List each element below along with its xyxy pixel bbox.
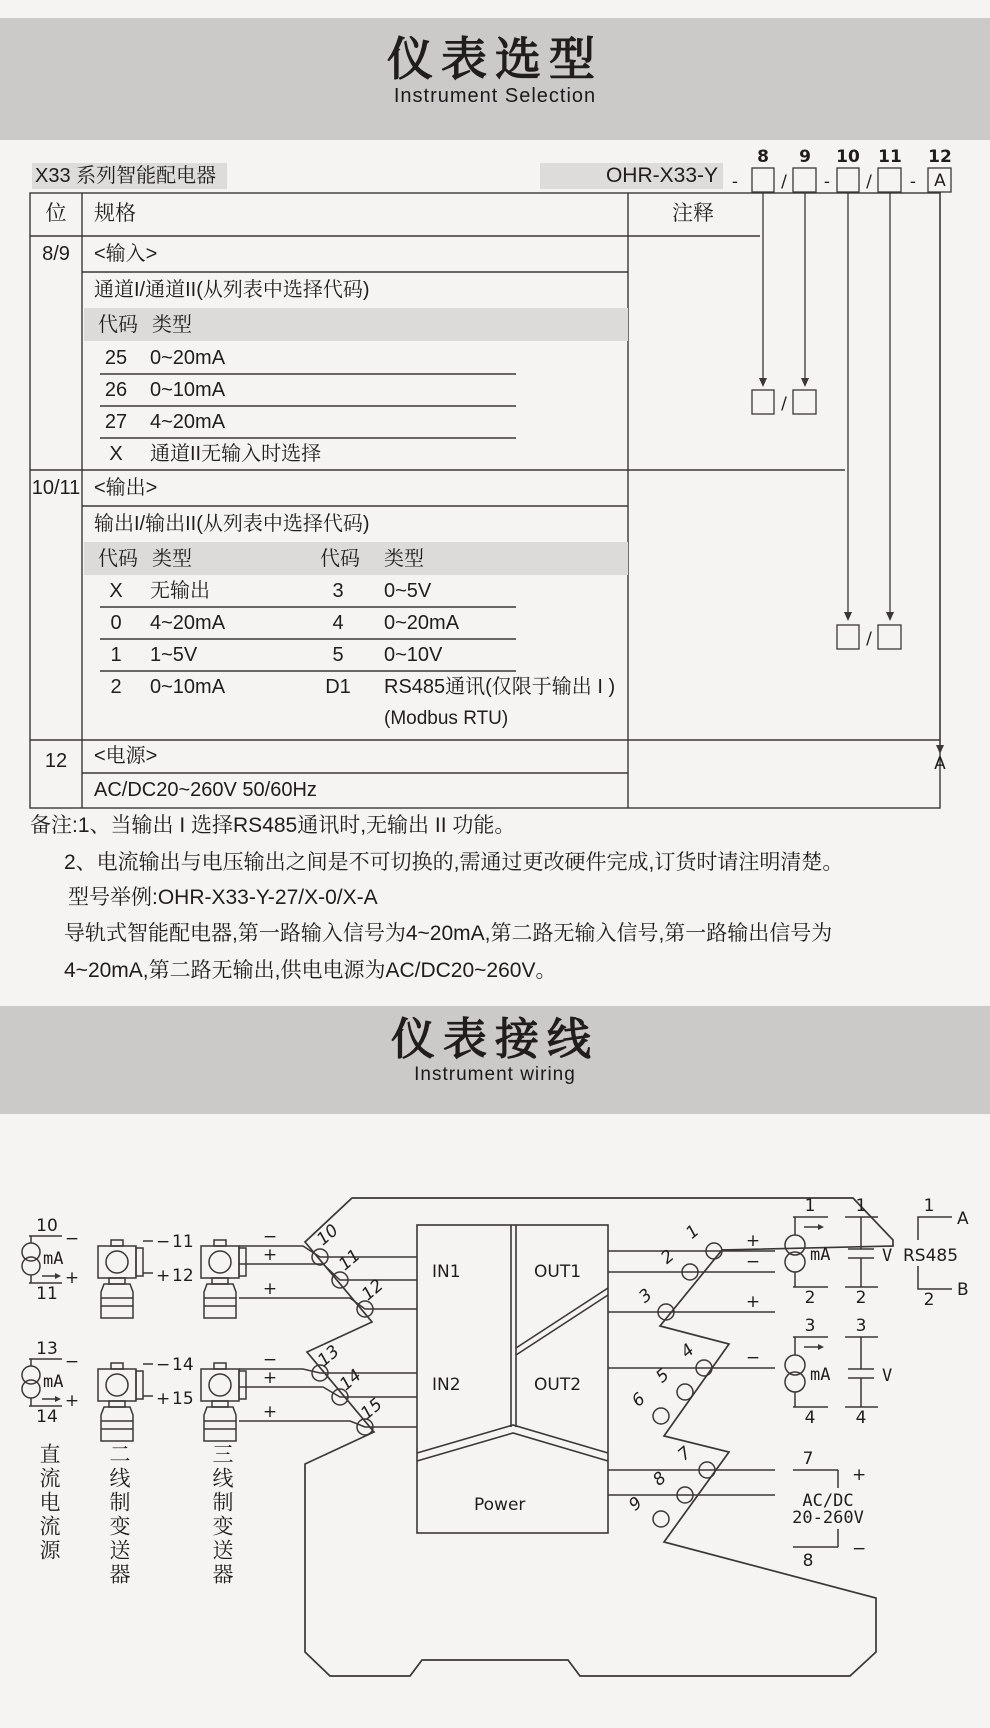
cs2-unit: mA bbox=[43, 1372, 64, 1392]
position-digit-10: 10 bbox=[836, 147, 860, 167]
current-arrow-icon bbox=[818, 1224, 824, 1230]
sign-w14: + bbox=[262, 1368, 278, 1388]
tw1-plus-terminal: 12 bbox=[172, 1266, 194, 1286]
terminal-8-label: 8 bbox=[649, 1468, 671, 1491]
wire-11 bbox=[239, 1264, 417, 1280]
terminal-6-label: 6 bbox=[628, 1389, 650, 1412]
terminal-13-label: 13 bbox=[314, 1341, 344, 1371]
slash-2: / bbox=[866, 172, 872, 192]
sign-w11: + bbox=[262, 1245, 278, 1265]
terminal-15-label: 15 bbox=[357, 1394, 387, 1424]
model-code-boxes bbox=[752, 168, 951, 745]
output-type-header-1: 类型 bbox=[152, 548, 192, 570]
input-row-type: 0~20mA bbox=[150, 347, 226, 369]
note-line-5: 4~20mA,第二路无输出,供电电源为AC/DC20~260V。 bbox=[64, 959, 557, 982]
tw2-plus-sign: + bbox=[156, 1389, 171, 1409]
input-row-type: 4~20mA bbox=[150, 411, 226, 433]
block-labels bbox=[432, 1262, 581, 1515]
cs2-minus: − bbox=[64, 1352, 80, 1372]
out2-ma-load bbox=[785, 1316, 830, 1428]
digit-box-9 bbox=[793, 168, 816, 192]
output-row-code1: X bbox=[109, 580, 123, 602]
output-title: <输出> bbox=[94, 477, 158, 499]
tw2-plus-terminal: 15 bbox=[172, 1389, 194, 1409]
dash-1: - bbox=[731, 172, 739, 192]
power-title: <电源> bbox=[94, 745, 158, 767]
input-row-code: 27 bbox=[104, 411, 128, 433]
output-code-box-1 bbox=[837, 625, 859, 649]
output-row-code2: 3 bbox=[332, 580, 344, 602]
cs2-top-terminal: 13 bbox=[36, 1339, 58, 1359]
arrow-heads bbox=[759, 378, 944, 754]
out1-ma-unit: mA bbox=[810, 1245, 831, 1265]
out1-v-bottom: 2 bbox=[855, 1288, 867, 1308]
rs485-bottom: 2 bbox=[923, 1290, 935, 1310]
power-chevron-b bbox=[417, 1433, 608, 1461]
output-code-box-2 bbox=[878, 625, 901, 649]
terminal-3-label: 3 bbox=[635, 1285, 657, 1308]
col-header-spec: 规格 bbox=[94, 202, 136, 225]
fixed-code-arrow-label: A bbox=[934, 754, 946, 774]
note-line-1: 备注:1、当输出 I 选择RS485通讯时,无输出 II 功能。 bbox=[30, 814, 516, 837]
rs485-top: 1 bbox=[923, 1196, 935, 1216]
model-prefix: OHR-X33-Y bbox=[540, 163, 723, 189]
wiring-title: 仪表接线 bbox=[391, 1015, 599, 1064]
cs1-top-terminal: 10 bbox=[36, 1216, 58, 1236]
wiring-banner bbox=[0, 1006, 990, 1114]
input-row-code: 26 bbox=[104, 379, 128, 401]
current-arrow-icon bbox=[818, 1344, 824, 1350]
tw2-minus-sign: − bbox=[156, 1355, 171, 1375]
terminal-11-label: 11 bbox=[335, 1245, 365, 1275]
output-row-type1: 4~20mA bbox=[150, 612, 226, 634]
arrowhead-9 bbox=[801, 378, 809, 387]
digit-box-11 bbox=[878, 168, 901, 192]
output-row-type2: RS485通讯(仅限于输出 I ) bbox=[384, 676, 616, 698]
current-arrow-icon bbox=[55, 1396, 61, 1402]
selection-subtitle: Instrument Selection bbox=[393, 84, 597, 107]
output-row-type2: 0~20mA bbox=[384, 612, 460, 634]
power-supply-symbol bbox=[792, 1449, 866, 1571]
cs1-minus: − bbox=[64, 1229, 80, 1249]
power-supply-line1: AC/DC bbox=[802, 1491, 854, 1511]
output-pos: 10/11 bbox=[31, 477, 81, 499]
three-wire-transmitter-icon-2 bbox=[201, 1363, 246, 1441]
input-row-type: 0~10mA bbox=[150, 379, 226, 401]
position-digit-8: 8 bbox=[757, 147, 769, 167]
output-row-code2: 5 bbox=[332, 644, 344, 666]
current-source-1 bbox=[22, 1216, 79, 1304]
terminal-5 bbox=[677, 1384, 693, 1400]
sign-w15: + bbox=[262, 1402, 278, 1422]
power-plus-sign: + bbox=[852, 1465, 867, 1485]
terminal-2-label: 2 bbox=[657, 1246, 679, 1269]
output-code-header-1: 代码 bbox=[98, 548, 138, 570]
sign-w1: + bbox=[745, 1231, 761, 1251]
wire-12 bbox=[239, 1298, 417, 1309]
out2-ma-bottom: 4 bbox=[804, 1408, 816, 1428]
terminal-14-label: 14 bbox=[336, 1365, 366, 1395]
output-row-type2: 0~10V bbox=[384, 644, 443, 666]
three-wire-transmitter-icon-1 bbox=[201, 1240, 246, 1318]
digit-box-10 bbox=[837, 168, 859, 192]
position-digit-9: 9 bbox=[799, 147, 811, 167]
output-subtitle: 输出I/输出II(从列表中选择代码) bbox=[94, 513, 370, 535]
digit-box-8 bbox=[752, 168, 774, 192]
two-wire-transmitter-icon-1 bbox=[98, 1240, 143, 1318]
output-row-code1: 2 bbox=[110, 676, 122, 698]
dash-3: - bbox=[909, 172, 917, 192]
out1-ma-bottom: 2 bbox=[804, 1288, 816, 1308]
rs485-label: RS485 bbox=[903, 1246, 959, 1266]
output-row-code2: 4 bbox=[332, 612, 344, 634]
sign-w10: − bbox=[262, 1227, 278, 1247]
cs2-plus: + bbox=[64, 1391, 80, 1411]
fixed-code-box-label: A bbox=[934, 171, 946, 191]
output-type-header-2: 类型 bbox=[384, 548, 424, 570]
power-value: AC/DC20~260V 50/60Hz bbox=[94, 779, 317, 801]
current-arrow-icon bbox=[55, 1273, 61, 1279]
power-pos: 12 bbox=[44, 750, 68, 772]
position-digits bbox=[757, 147, 952, 167]
out2-label: OUT2 bbox=[534, 1375, 582, 1395]
note-line-4: 导轨式智能配电器,第一路输入信号为4~20mA,第二路无输入信号,第一路输出信号为 bbox=[64, 922, 833, 945]
cs1-bottom-terminal: 11 bbox=[36, 1284, 58, 1304]
out2-v-bottom: 4 bbox=[855, 1408, 867, 1428]
input-code-header: 代码 bbox=[98, 314, 138, 336]
tw1-plus-sign: + bbox=[156, 1266, 171, 1286]
current-source-2 bbox=[22, 1339, 79, 1427]
model-separators bbox=[732, 171, 946, 774]
legend-dc-current-source: 直流电流源 bbox=[37, 1443, 60, 1563]
input-code-box-1 bbox=[752, 390, 774, 414]
out2-v-load bbox=[845, 1316, 892, 1428]
arrowhead-10 bbox=[844, 612, 852, 621]
cs1-unit: mA bbox=[43, 1249, 64, 1269]
legend-three-wire-transmitter: 三线制变送器 bbox=[210, 1443, 233, 1587]
rs485-load bbox=[903, 1196, 969, 1310]
rs485-b: B bbox=[957, 1280, 969, 1300]
selection-banner bbox=[0, 18, 990, 140]
terminal-12-label: 12 bbox=[358, 1275, 388, 1305]
out1-out2-divider-b bbox=[516, 1295, 608, 1355]
power-chevron-a bbox=[417, 1425, 608, 1453]
rs485-note: (Modbus RTU) bbox=[384, 708, 509, 729]
cs2-bottom-terminal: 14 bbox=[36, 1407, 58, 1427]
out2-ma-top: 3 bbox=[804, 1316, 816, 1336]
position-digit-12: 12 bbox=[928, 147, 952, 167]
terminal-9-label: 9 bbox=[625, 1493, 647, 1516]
in2-label: IN2 bbox=[432, 1375, 461, 1395]
in1-label: IN1 bbox=[432, 1262, 461, 1282]
input-title: <输入> bbox=[94, 243, 158, 265]
power-minus-sign: − bbox=[852, 1539, 867, 1559]
col-header-pos: 位 bbox=[45, 202, 67, 225]
sign-w4: − bbox=[745, 1348, 761, 1368]
terminal-7-label: 7 bbox=[674, 1443, 696, 1466]
out1-out2-divider-a bbox=[516, 1288, 608, 1348]
output-row-code1: 0 bbox=[110, 612, 122, 634]
wiring-subtitle: Instrument wiring bbox=[414, 1064, 576, 1086]
output-row-type1: 0~10mA bbox=[150, 676, 226, 698]
sign-w13: − bbox=[262, 1350, 278, 1370]
input-row-code: X bbox=[109, 443, 123, 465]
output-row-code1: 1 bbox=[110, 644, 122, 666]
position-digit-11: 11 bbox=[878, 147, 902, 167]
slash-1: / bbox=[781, 172, 787, 192]
terminal-5-label: 5 bbox=[652, 1365, 674, 1388]
input-code-box-2 bbox=[793, 390, 816, 414]
input-type-header: 类型 bbox=[152, 314, 192, 336]
out1-v-unit: V bbox=[882, 1246, 893, 1266]
note-line-3: 型号举例:OHR-X33-Y-27/X-0/X-A bbox=[68, 886, 378, 909]
note-line-2: 2、电流输出与电压输出之间是不可切换的,需通过更改硬件完成,订货时请注明清楚。 bbox=[64, 851, 844, 874]
module-outline bbox=[305, 1198, 893, 1676]
two-wire-labels-2 bbox=[143, 1355, 194, 1409]
selection-title: 仪表选型 bbox=[387, 33, 603, 85]
terminal-1-label: 1 bbox=[682, 1221, 704, 1244]
slash-output-pair: / bbox=[866, 629, 872, 649]
terminal-10-label: 10 bbox=[313, 1220, 343, 1250]
two-wire-labels-1 bbox=[143, 1232, 194, 1286]
col-header-note: 注释 bbox=[672, 202, 714, 225]
arrowhead-8 bbox=[759, 378, 767, 387]
slash-input-pair: / bbox=[781, 394, 787, 414]
cs1-plus: + bbox=[64, 1268, 80, 1288]
terminal-4-label: 4 bbox=[677, 1340, 699, 1363]
out1-v-top: 1 bbox=[855, 1196, 867, 1216]
output-row-type1: 无输出 bbox=[150, 580, 210, 602]
tw1-minus-sign: − bbox=[156, 1232, 171, 1252]
arrowhead-12 bbox=[936, 745, 944, 754]
sign-w2: − bbox=[745, 1252, 761, 1272]
out1-label: OUT1 bbox=[534, 1262, 582, 1282]
out1-ma-load bbox=[785, 1196, 830, 1308]
two-wire-transmitter-icon-2 bbox=[98, 1363, 143, 1441]
legend-two-wire-transmitter: 二线制变送器 bbox=[107, 1443, 130, 1587]
arrowhead-11 bbox=[886, 612, 894, 621]
terminal-9 bbox=[653, 1511, 669, 1527]
output-row-code2: D1 bbox=[325, 676, 351, 698]
dash-2: - bbox=[823, 172, 831, 192]
power-label: Power bbox=[474, 1495, 526, 1515]
out2-ma-unit: mA bbox=[810, 1365, 831, 1385]
series-label: X33 系列智能配电器 bbox=[32, 163, 227, 189]
input-pos: 8/9 bbox=[42, 243, 70, 265]
tw2-minus-terminal: 14 bbox=[172, 1355, 194, 1375]
power-supply-line2: 20-260V bbox=[792, 1508, 864, 1528]
power-bottom-terminal: 8 bbox=[802, 1551, 814, 1571]
tw1-minus-terminal: 11 bbox=[172, 1232, 194, 1252]
out2-v-unit: V bbox=[882, 1366, 893, 1386]
out2-v-top: 3 bbox=[855, 1316, 867, 1336]
sign-w12: + bbox=[262, 1279, 278, 1299]
terminal-6 bbox=[653, 1408, 669, 1424]
output-row-type2: 0~5V bbox=[384, 580, 432, 602]
power-top-terminal: 7 bbox=[802, 1449, 814, 1469]
output-code-header-2: 代码 bbox=[320, 548, 360, 570]
out1-ma-top: 1 bbox=[804, 1196, 816, 1216]
input-subtitle: 通道I/通道II(从列表中选择代码) bbox=[94, 279, 370, 301]
input-row-type: 通道II无输入时选择 bbox=[150, 443, 322, 465]
wire-14 bbox=[239, 1387, 417, 1397]
output-row-type1: 1~5V bbox=[150, 644, 198, 666]
out1-v-load bbox=[845, 1196, 892, 1308]
rs485-a: A bbox=[957, 1209, 969, 1229]
sign-w3: + bbox=[745, 1292, 761, 1312]
wiring-diagram bbox=[0, 1115, 990, 1728]
input-row-code: 25 bbox=[104, 347, 128, 369]
